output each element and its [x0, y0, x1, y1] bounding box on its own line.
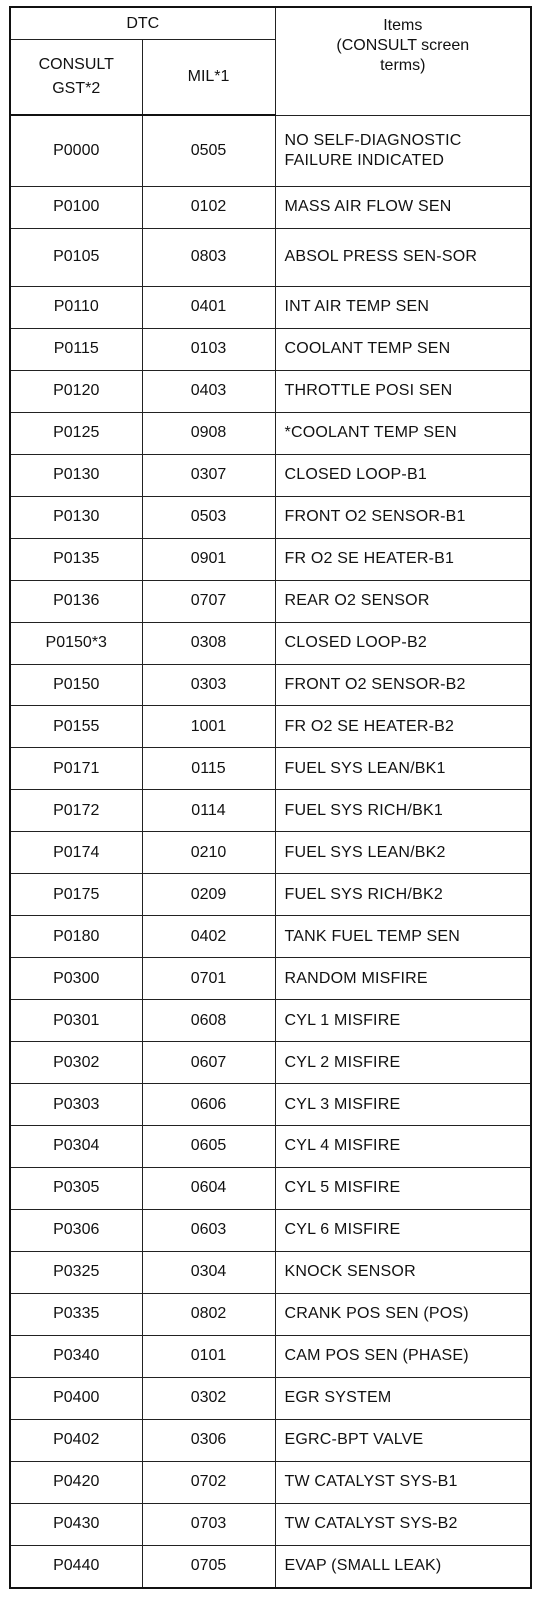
- item-cell: EGR SYSTEM: [275, 1377, 531, 1419]
- gst-cell: P0136: [10, 580, 142, 622]
- table-row: [10, 1503, 531, 1545]
- item-cell: CYL 5 MISFIRE: [275, 1167, 531, 1209]
- gst-cell: P0175: [10, 874, 142, 916]
- gst-cell: P0306: [10, 1209, 142, 1251]
- table-row: [10, 1545, 531, 1588]
- item-cell: EGRC-BPT VALVE: [275, 1419, 531, 1461]
- mil-cell: 0503: [142, 496, 275, 538]
- item-cell: CYL 6 MISFIRE: [275, 1209, 531, 1251]
- mil-cell: 0306: [142, 1419, 275, 1461]
- item-cell: FUEL SYS LEAN/BK2: [275, 832, 531, 874]
- table-row: [10, 1251, 531, 1293]
- mil-header: MIL*1: [142, 40, 275, 116]
- mil-cell: 0603: [142, 1209, 275, 1251]
- item-cell: INT AIR TEMP SEN: [275, 286, 531, 328]
- item-cell: FR O2 SE HEATER-B2: [275, 706, 531, 748]
- gst-cell: P0305: [10, 1167, 142, 1209]
- gst-cell: P0440: [10, 1545, 142, 1588]
- mil-cell: 0703: [142, 1503, 275, 1545]
- mil-cell: 0702: [142, 1461, 275, 1503]
- table-row: [10, 115, 531, 186]
- item-cell: CYL 2 MISFIRE: [275, 1042, 531, 1084]
- gst-cell: P0150: [10, 664, 142, 706]
- mil-cell: 0908: [142, 412, 275, 454]
- table-row: [10, 454, 531, 496]
- item-cell: EVAP (SMALL LEAK): [275, 1545, 531, 1588]
- mil-cell: 0307: [142, 454, 275, 496]
- gst-cell: P0172: [10, 790, 142, 832]
- item-cell: CLOSED LOOP-B2: [275, 622, 531, 664]
- table-row: [10, 706, 531, 748]
- item-cell: NO SELF-DIAGNOSTIC FAILURE INDICATED: [275, 115, 531, 186]
- mil-cell: 0505: [142, 115, 275, 186]
- mil-cell: 0803: [142, 228, 275, 286]
- gst-cell: P0302: [10, 1042, 142, 1084]
- item-cell: FUEL SYS RICH/BK2: [275, 874, 531, 916]
- table-row: [10, 1377, 531, 1419]
- items-header-line1: Items: [383, 17, 423, 34]
- table-row: [10, 1335, 531, 1377]
- mil-cell: 0402: [142, 916, 275, 958]
- mil-cell: 0102: [142, 186, 275, 228]
- table-row: [10, 496, 531, 538]
- gst-cell: P0105: [10, 228, 142, 286]
- table-row: [10, 228, 531, 286]
- gst-cell: P0110: [10, 286, 142, 328]
- mil-cell: 0209: [142, 874, 275, 916]
- item-cell: RANDOM MISFIRE: [275, 958, 531, 1000]
- table-row: [10, 790, 531, 832]
- gst-cell: P0420: [10, 1461, 142, 1503]
- mil-cell: 0401: [142, 286, 275, 328]
- gst-cell: P0430: [10, 1503, 142, 1545]
- table-row: [10, 370, 531, 412]
- table-row: [10, 1126, 531, 1168]
- dtc-table: [9, 6, 532, 1589]
- table-row: [10, 1042, 531, 1084]
- mil-cell: 1001: [142, 706, 275, 748]
- mil-cell: 0607: [142, 1042, 275, 1084]
- table-row: [10, 1461, 531, 1503]
- mil-cell: 0114: [142, 790, 275, 832]
- table-row: [10, 1084, 531, 1126]
- mil-cell: 0303: [142, 664, 275, 706]
- table-row: [10, 1000, 531, 1042]
- mil-cell: 0701: [142, 958, 275, 1000]
- items-header-line2: (CONSULT screen: [336, 37, 470, 54]
- item-cell: KNOCK SENSOR: [275, 1251, 531, 1293]
- item-cell: FRONT O2 SENSOR-B2: [275, 664, 531, 706]
- item-cell: THROTTLE POSI SEN: [275, 370, 531, 412]
- consult-gst-header: [10, 40, 142, 116]
- dtc-table-body: [10, 115, 531, 1588]
- gst-cell: P0150*3: [10, 622, 142, 664]
- item-cell: TW CATALYST SYS-B1: [275, 1461, 531, 1503]
- gst-cell: P0125: [10, 412, 142, 454]
- mil-cell: 0802: [142, 1293, 275, 1335]
- table-row: [10, 286, 531, 328]
- gst-cell: P0400: [10, 1377, 142, 1419]
- item-cell: CYL 1 MISFIRE: [275, 1000, 531, 1042]
- mil-cell: 0403: [142, 370, 275, 412]
- table-row: [10, 412, 531, 454]
- gst-cell: P0120: [10, 370, 142, 412]
- dtc-header: DTC: [10, 7, 275, 40]
- item-cell: TW CATALYST SYS-B2: [275, 1503, 531, 1545]
- table-row: [10, 1167, 531, 1209]
- gst-cell: P0180: [10, 916, 142, 958]
- table-row: [10, 1293, 531, 1335]
- mil-cell: 0304: [142, 1251, 275, 1293]
- item-cell: ABSOL PRESS SEN-SOR: [275, 228, 531, 286]
- item-cell: CYL 3 MISFIRE: [275, 1084, 531, 1126]
- gst-cell: P0304: [10, 1126, 142, 1168]
- gst-cell: P0325: [10, 1251, 142, 1293]
- table-row: [10, 916, 531, 958]
- mil-cell: 0308: [142, 622, 275, 664]
- table-row: [10, 580, 531, 622]
- gst-cell: P0000: [10, 115, 142, 186]
- item-cell: FUEL SYS LEAN/BK1: [275, 748, 531, 790]
- mil-cell: 0608: [142, 1000, 275, 1042]
- item-cell: CAM POS SEN (PHASE): [275, 1335, 531, 1377]
- item-cell: CLOSED LOOP-B1: [275, 454, 531, 496]
- gst-cell: P0303: [10, 1084, 142, 1126]
- gst-cell: P0402: [10, 1419, 142, 1461]
- table-row: [10, 538, 531, 580]
- table-row: [10, 1419, 531, 1461]
- gst-cell: P0130: [10, 454, 142, 496]
- mil-cell: 0901: [142, 538, 275, 580]
- mil-cell: 0606: [142, 1084, 275, 1126]
- table-row: [10, 664, 531, 706]
- gst-cell: P0340: [10, 1335, 142, 1377]
- mil-cell: 0705: [142, 1545, 275, 1588]
- table-row: [10, 328, 531, 370]
- mil-cell: 0604: [142, 1167, 275, 1209]
- mil-cell: 0115: [142, 748, 275, 790]
- item-cell: COOLANT TEMP SEN: [275, 328, 531, 370]
- table-row: [10, 832, 531, 874]
- table-row: [10, 622, 531, 664]
- gst-cell: P0301: [10, 1000, 142, 1042]
- mil-cell: 0605: [142, 1126, 275, 1168]
- mil-cell: 0103: [142, 328, 275, 370]
- table-row: [10, 958, 531, 1000]
- gst-cell: P0300: [10, 958, 142, 1000]
- table-row: [10, 186, 531, 228]
- item-cell: FUEL SYS RICH/BK1: [275, 790, 531, 832]
- gst-cell: P0135: [10, 538, 142, 580]
- table-row: [10, 1209, 531, 1251]
- gst-cell: P0155: [10, 706, 142, 748]
- item-cell: TANK FUEL TEMP SEN: [275, 916, 531, 958]
- gst-cell: P0174: [10, 832, 142, 874]
- item-cell: *COOLANT TEMP SEN: [275, 412, 531, 454]
- table-row: [10, 874, 531, 916]
- gst-cell: P0100: [10, 186, 142, 228]
- gst-cell: P0115: [10, 328, 142, 370]
- gst-cell: P0130: [10, 496, 142, 538]
- consult-gst-header-label: CONSULT GST*2: [38, 56, 114, 97]
- gst-cell: P0335: [10, 1293, 142, 1335]
- item-cell: FRONT O2 SENSOR-B1: [275, 496, 531, 538]
- item-cell: CRANK POS SEN (POS): [275, 1293, 531, 1335]
- table-row: [10, 748, 531, 790]
- mil-cell: 0101: [142, 1335, 275, 1377]
- item-cell: REAR O2 SENSOR: [275, 580, 531, 622]
- item-cell: MASS AIR FLOW SEN: [275, 186, 531, 228]
- mil-cell: 0302: [142, 1377, 275, 1419]
- items-header: [275, 7, 531, 115]
- mil-cell: 0210: [142, 832, 275, 874]
- mil-cell: 0707: [142, 580, 275, 622]
- item-cell: FR O2 SE HEATER-B1: [275, 538, 531, 580]
- gst-cell: P0171: [10, 748, 142, 790]
- item-cell: CYL 4 MISFIRE: [275, 1126, 531, 1168]
- items-header-line3: terms): [380, 57, 426, 74]
